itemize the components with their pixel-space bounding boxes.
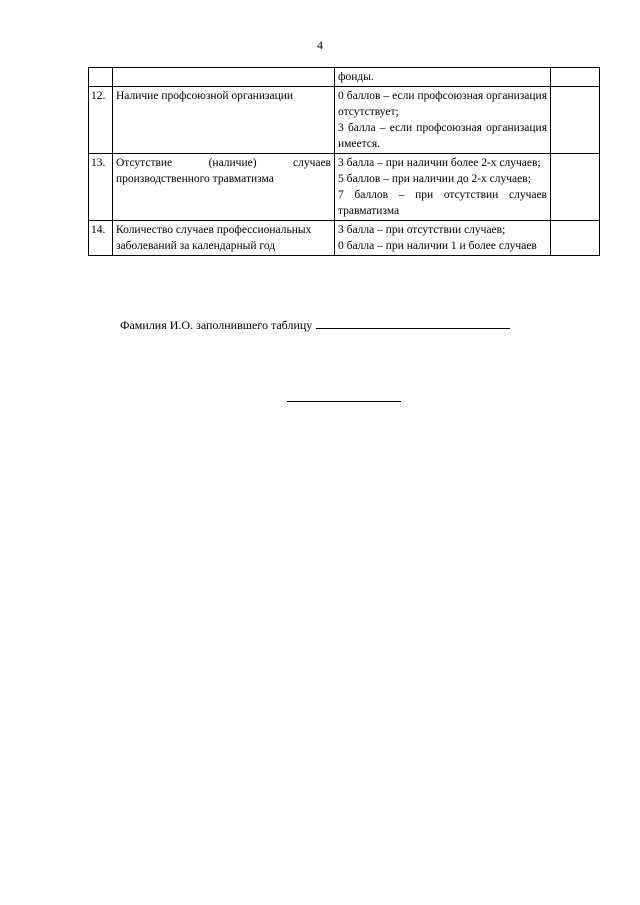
score-cell <box>551 87 600 154</box>
criterion-name-cell: Наличие профсоюзной организации <box>113 87 335 154</box>
scoring-cell <box>335 68 551 87</box>
filled-by-blank[interactable] <box>316 316 510 329</box>
filled-by-label: Фамилия И.О. заполнившего таблицу <box>120 318 313 332</box>
scoring-cell <box>335 87 551 154</box>
row-number-cell: 13. <box>89 154 113 221</box>
criterion-name-cell: Отсутствие (наличие) случаев производственного травматизма <box>113 154 335 221</box>
scoring-cell <box>335 221 551 256</box>
scoring-line: 3 балла – если профсоюзная организация имеется. <box>338 122 547 150</box>
scoring-line: 7 баллов – при отсутствии случаев травматизма <box>338 189 547 217</box>
score-cell <box>551 221 600 256</box>
criteria-table <box>88 67 600 256</box>
scoring-line: 0 баллов – если профсоюзная организация отсутствует; <box>338 90 547 118</box>
scoring-line: 3 балла – при отсутствии случаев; <box>338 224 506 236</box>
scoring-line: 0 балла – при наличии 1 и более случаев <box>338 240 537 252</box>
row-number-cell <box>89 68 113 87</box>
filled-by-line <box>120 316 510 333</box>
scoring-line: фонды. <box>338 71 374 83</box>
criterion-name-cell <box>113 68 335 87</box>
row-number-cell: 12. <box>89 87 113 154</box>
row-number-cell: 14. <box>89 221 113 256</box>
criterion-name-cell: Количество случаев профессиональных заболеваний за календарный год <box>113 221 335 256</box>
table-row <box>89 87 600 154</box>
score-cell <box>551 154 600 221</box>
table-row <box>89 68 600 87</box>
scoring-cell <box>335 154 551 221</box>
end-divider <box>287 401 401 402</box>
score-cell <box>551 68 600 87</box>
scoring-line: 3 балла – при наличии более 2-х случаев; <box>338 157 541 169</box>
scoring-line: 5 баллов – при наличии до 2-х случаев; <box>338 173 531 185</box>
page-number: 4 <box>317 38 323 52</box>
table-row <box>89 154 600 221</box>
table-row <box>89 221 600 256</box>
